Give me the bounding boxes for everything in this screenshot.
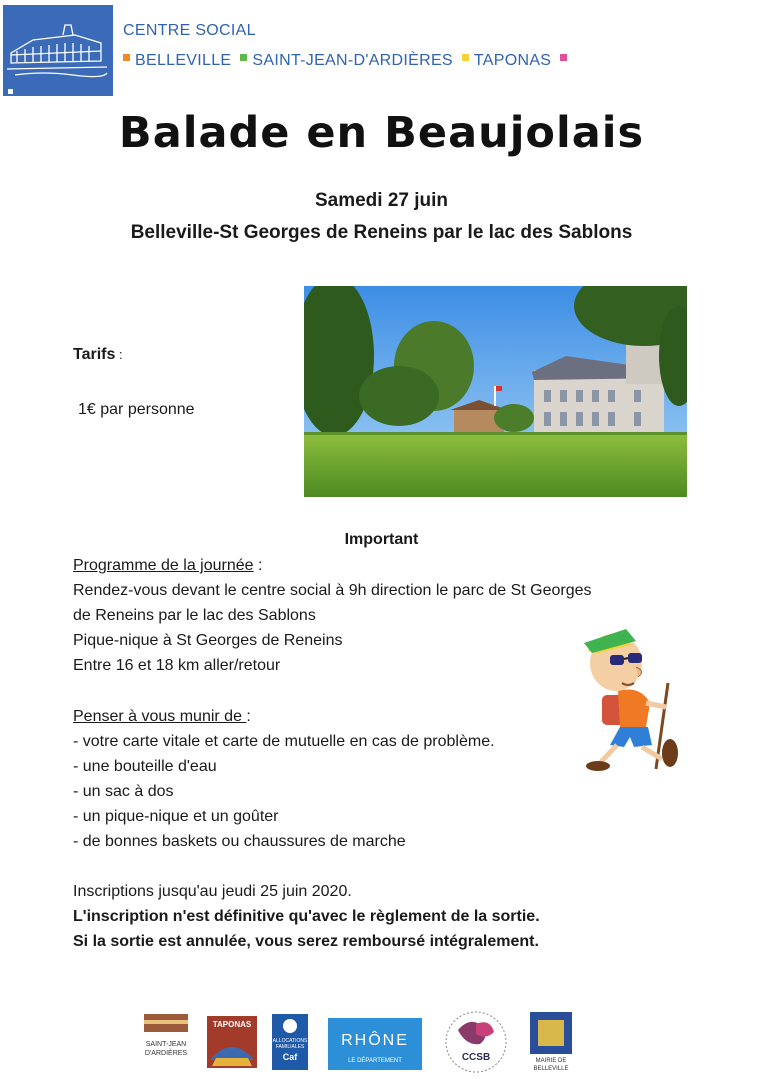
- caf-line1: ALLOCATIONS: [272, 1038, 308, 1044]
- rhone-line1: RHÔNE: [341, 1032, 409, 1049]
- tarifs-label: [73, 346, 123, 364]
- rhone-logo: [328, 1018, 422, 1070]
- mairie-line2: BELLEVILLE: [533, 1066, 569, 1072]
- city-taponas: TAPONAS: [473, 52, 552, 69]
- registration-deadline: Inscriptions jusqu'au jeudi 25 juin 2020.: [73, 883, 352, 900]
- tarifs-colon: :: [115, 347, 123, 362]
- event-route: Belleville-St Georges de Reneins par le lac des Sablons: [130, 222, 633, 243]
- checklist-heading-colon: :: [246, 708, 251, 725]
- saint-jean-line1: SAINT-JEAN: [145, 1041, 187, 1048]
- checklist-item: - votre carte vitale et carte de mutuelle en cas de problème.: [73, 733, 495, 750]
- programme-heading-text: Programme de la journée: [73, 557, 254, 574]
- chateau-photo: [304, 286, 687, 497]
- tarifs-label-text: Tarifs: [73, 346, 116, 363]
- checklist-heading-text: Penser à vous munir de: [73, 708, 247, 725]
- caf-line3: Caf: [282, 1052, 298, 1062]
- page-title: Balade en Beaujolais: [118, 108, 645, 158]
- important-heading: Important: [344, 531, 419, 548]
- checklist-item: - une bouteille d'eau: [73, 758, 217, 775]
- mairie-line1: MAIRIE DE: [535, 1058, 567, 1064]
- pink-square-icon: [560, 54, 567, 61]
- cities-line: [123, 52, 572, 70]
- orange-square-icon: [123, 54, 130, 61]
- taponas-text: TAPONAS: [212, 1020, 252, 1029]
- saint-jean-logo: [144, 1014, 188, 1057]
- caf-logo: [272, 1014, 308, 1070]
- green-square-icon: [240, 54, 247, 61]
- price: 1€ par personne: [78, 401, 195, 418]
- ccsb-text: CCSB: [461, 1052, 491, 1063]
- registration-note-payment: L'inscription n'est définitive qu'avec le règlement de la sortie.: [73, 908, 540, 925]
- checklist-section: [73, 704, 495, 854]
- yellow-square-icon: [462, 54, 469, 61]
- registration-note-refund: Si la sortie est annulée, vous serez remboursé intégralement.: [73, 933, 539, 950]
- checklist-heading: [73, 704, 495, 729]
- partner-logos: [140, 1010, 580, 1076]
- programme-section: [73, 553, 592, 678]
- caf-line2: FAMILIALES: [275, 1044, 305, 1050]
- programme-line: de Reneins par le lac des Sablons: [73, 607, 316, 624]
- programme-line: Pique-nique à St Georges de Reneins: [73, 632, 343, 649]
- checklist-item: - un sac à dos: [73, 783, 174, 800]
- hiker-illustration: [570, 623, 690, 773]
- rhone-line2: LE DÉPARTEMENT: [348, 1058, 402, 1064]
- saint-jean-line2: D'ARDIÈRES: [144, 1050, 188, 1057]
- city-belleville: BELLEVILLE: [135, 52, 232, 69]
- taponas-logo: [207, 1016, 257, 1068]
- centre-social-logo: [3, 5, 113, 96]
- ccsb-logo: [446, 1012, 506, 1072]
- mairie-logo: [530, 1012, 572, 1072]
- programme-heading: [73, 553, 592, 578]
- checklist-item: - de bonnes baskets ou chaussures de marche: [73, 833, 406, 850]
- org-title: CENTRE SOCIAL: [123, 22, 256, 39]
- checklist-item: - un pique-nique et un goûter: [73, 808, 279, 825]
- registration-section: [73, 879, 540, 954]
- city-saint-jean: SAINT-JEAN-D'ARDIÈRES: [252, 52, 453, 69]
- event-date: Samedi 27 juin: [314, 190, 449, 211]
- programme-heading-colon: :: [253, 557, 263, 574]
- programme-line: Rendez-vous devant le centre social à 9h direction le parc de St Georges: [73, 582, 592, 599]
- programme-line: Entre 16 et 18 km aller/retour: [73, 657, 281, 674]
